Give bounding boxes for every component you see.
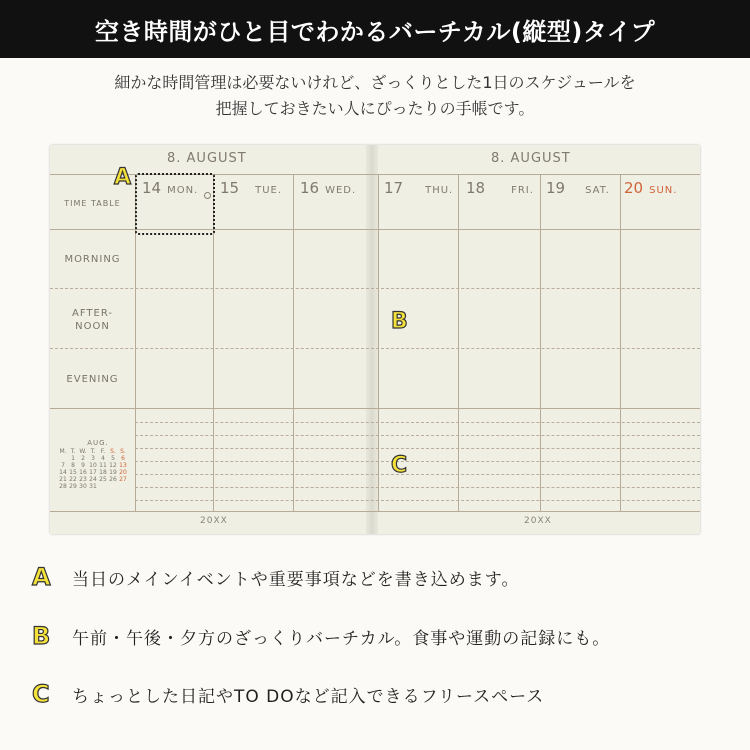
timetable-highlight-box	[135, 173, 215, 235]
row-label-evening: EVENING	[66, 374, 119, 385]
calendar-day: 7	[61, 462, 65, 469]
row-label-afternoon-1: AFTER-	[72, 308, 113, 319]
free-line	[135, 448, 700, 449]
calendar-day: 5	[111, 455, 115, 462]
calendar-day	[98, 483, 108, 490]
mini-calendar-week	[58, 469, 138, 476]
footer-rule	[50, 511, 700, 512]
calendar-day: 27	[119, 476, 127, 483]
weekday: M.	[59, 448, 67, 455]
day-header-tue	[220, 179, 282, 197]
calendar-day: 1	[71, 455, 75, 462]
calendar-day	[118, 483, 128, 490]
legend-item-c	[32, 680, 544, 708]
intro-text	[0, 70, 750, 122]
free-line	[135, 500, 700, 501]
header-title: 空き時間がひと目でわかるバーチカル(縦型)タイプ	[94, 17, 656, 46]
legend-text: 当日のメインイベントや重要事項などを書き込めます。	[72, 569, 520, 590]
afternoon-divider	[50, 348, 700, 349]
calendar-day: 17	[89, 469, 97, 476]
legend-badge: C	[32, 680, 50, 708]
calendar-day: 10	[89, 462, 97, 469]
calendar-day: 30	[79, 483, 87, 490]
calendar-day: 13	[119, 462, 127, 469]
day-header-sat	[546, 179, 610, 197]
legend-item-a	[32, 563, 519, 591]
right-page-year: 20XX	[524, 516, 552, 526]
weekday: S.	[110, 448, 116, 455]
day-number: 14	[142, 179, 162, 197]
marker-c: C	[391, 453, 408, 478]
calendar-day: 25	[99, 476, 107, 483]
intro-line-2: 把握しておきたい人にぴったりの手帳です。	[215, 99, 535, 118]
calendar-day: 26	[109, 476, 117, 483]
day-name: SUN.	[649, 185, 678, 196]
calendar-day: 28	[59, 483, 67, 490]
day-number: 17	[384, 179, 404, 197]
mini-calendar-week	[58, 483, 138, 490]
calendar-day: 8	[71, 462, 75, 469]
mini-calendar	[58, 440, 138, 490]
day-number: 18	[466, 179, 486, 197]
calendar-day: 24	[89, 476, 97, 483]
marker-a: A	[114, 165, 132, 190]
free-line	[135, 422, 700, 423]
day-name: SAT.	[585, 185, 610, 196]
intro-line-1: 細かな時間管理は必要ないけれど、ざっくりとした1日のスケジュールを	[114, 73, 636, 92]
calendar-day: 31	[89, 483, 97, 490]
legend-item-b	[32, 622, 610, 650]
calendar-day: 9	[81, 462, 85, 469]
calendar-day: 2	[81, 455, 85, 462]
left-page-year: 20XX	[200, 516, 228, 526]
day-header-thu	[384, 179, 453, 197]
calendar-day	[108, 483, 118, 490]
calendar-day: 16	[79, 469, 87, 476]
day-name: TUE.	[255, 185, 283, 196]
free-line	[135, 474, 700, 475]
row-label-afternoon-2: NOON	[75, 321, 110, 332]
calendar-day: 3	[91, 455, 95, 462]
planner-gutter	[366, 145, 378, 534]
day-number: 16	[300, 179, 320, 197]
legend-text: 午前・午後・夕方のざっくりバーチカル。食事や運動の記録にも。	[72, 628, 611, 649]
column-divider	[458, 174, 459, 511]
marker-b: B	[391, 309, 408, 334]
morning-divider	[50, 288, 700, 289]
header-banner	[0, 0, 750, 58]
calendar-day: 29	[69, 483, 77, 490]
free-line	[135, 487, 700, 488]
calendar-day: 20	[119, 469, 127, 476]
day-header-sun	[624, 179, 677, 197]
weekday: W.	[79, 448, 87, 455]
column-divider	[620, 174, 621, 511]
weekday: T.	[70, 448, 76, 455]
legend-badge: B	[32, 622, 51, 650]
calendar-day: 4	[101, 455, 105, 462]
weekday: F.	[100, 448, 106, 455]
weekday: S.	[120, 448, 126, 455]
right-page-month: 8. AUGUST	[491, 151, 571, 166]
calendar-day: 15	[69, 469, 77, 476]
legend-text: ちょっとした日記やTO DOなど記入できるフリースペース	[72, 686, 545, 707]
mini-calendar-weekdays	[58, 448, 138, 455]
row-label-timetable: TIME TABLE	[64, 199, 121, 208]
column-divider	[540, 174, 541, 511]
day-name: MON.	[167, 185, 199, 196]
calendar-day: 12	[109, 462, 117, 469]
row-label-morning: MORNING	[64, 254, 121, 265]
day-name: FRI.	[511, 185, 534, 196]
free-space-rule	[50, 408, 700, 409]
day-name: THU.	[425, 185, 454, 196]
free-line	[135, 435, 700, 436]
mini-calendar-week	[58, 455, 138, 462]
left-page-month: 8. AUGUST	[167, 151, 247, 166]
calendar-day: 6	[121, 455, 125, 462]
day-name: WED.	[325, 185, 357, 196]
mini-calendar-title: AUG.	[87, 439, 109, 447]
day-header-wed	[300, 179, 356, 197]
weekday: T.	[90, 448, 96, 455]
calendar-day: 22	[69, 476, 77, 483]
free-line	[135, 461, 700, 462]
mini-calendar-week	[58, 462, 138, 469]
mini-calendar-week	[58, 476, 138, 483]
day-number: 20	[624, 179, 644, 197]
calendar-day: 14	[59, 469, 67, 476]
calendar-day: 11	[99, 462, 107, 469]
legend-badge: A	[32, 563, 51, 591]
column-divider	[378, 174, 379, 511]
day-number: 15	[220, 179, 240, 197]
day-header-fri	[466, 179, 534, 197]
calendar-day: 18	[99, 469, 107, 476]
column-divider	[293, 174, 294, 511]
day-number: 19	[546, 179, 566, 197]
calendar-day: 19	[109, 469, 117, 476]
calendar-day: 23	[79, 476, 87, 483]
calendar-day	[58, 455, 68, 462]
calendar-day: 21	[59, 476, 67, 483]
planner-spread	[50, 145, 700, 534]
